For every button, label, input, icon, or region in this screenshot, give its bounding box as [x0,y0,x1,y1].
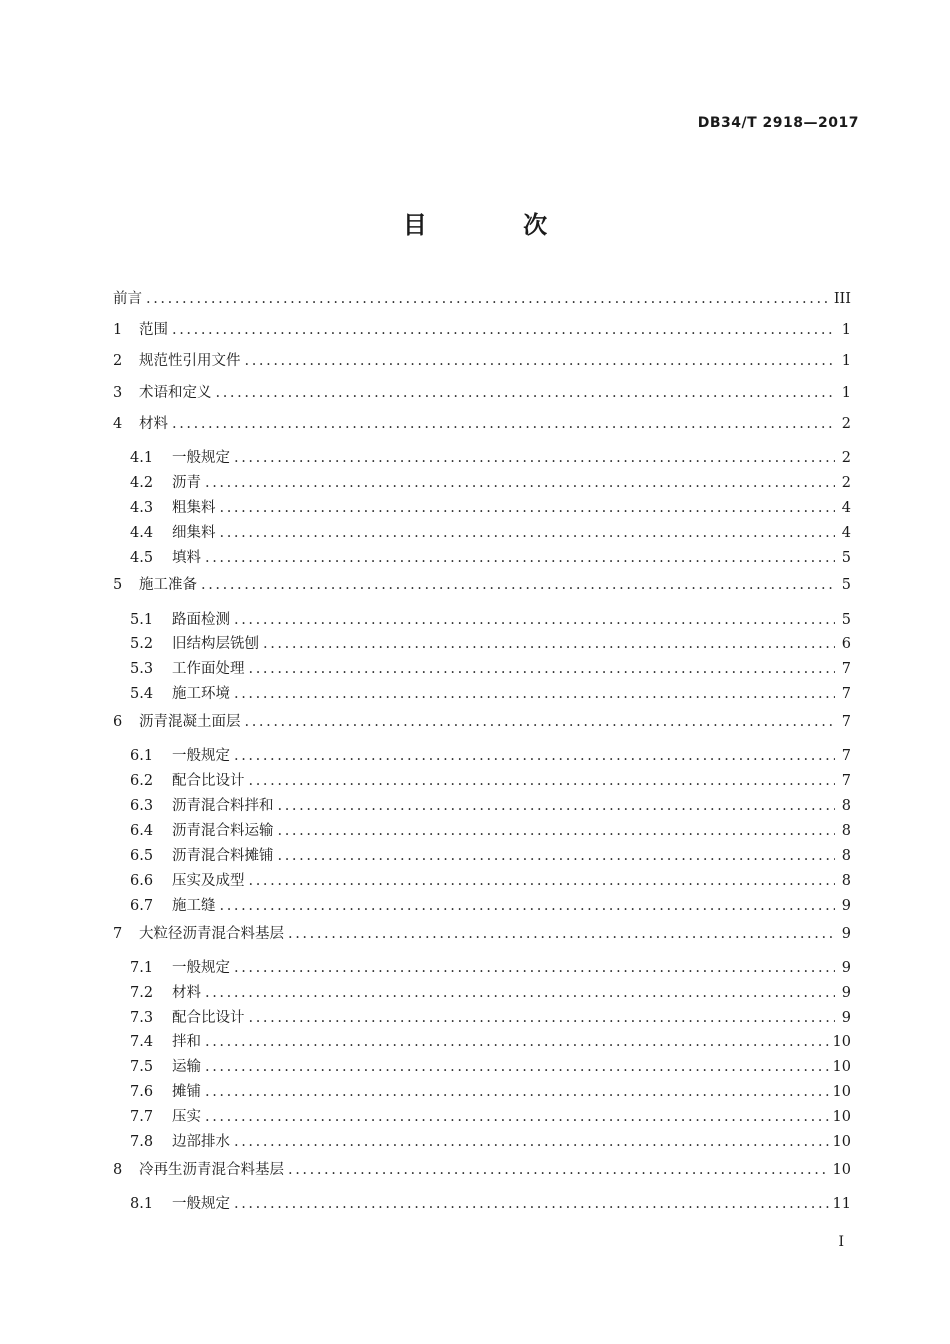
toc-chapter-entry[interactable] [113,284,851,315]
toc-entry-page: 8 [841,823,851,839]
toc-entry-page: III [833,291,851,307]
toc-entry-number: 2 [113,353,123,370]
toc-entry-number: 4.5 [130,549,154,566]
toc-entry-page: 10 [832,1133,851,1150]
toc-entry-label: 大粒径沥青混合料基层 [139,925,284,942]
toc-entry-label: 施工环境 [172,686,230,703]
toc-entry-label: 一般规定 [172,959,230,976]
toc-entry-page: 9 [841,1009,851,1026]
toc-entry-number: 5.4 [130,686,154,703]
toc-entry-label: 一般规定 [172,748,230,765]
toc-entry-number: 5 [113,577,123,594]
toc-entry-number: 7.1 [130,959,154,976]
toc-section-entry[interactable] [113,521,851,546]
toc-section-entry[interactable] [113,496,851,521]
toc-section-entry[interactable] [113,819,851,844]
toc-leader-dots [172,409,835,440]
toc-section-entry[interactable] [113,1030,851,1055]
toc-leader-dots [205,1105,829,1130]
toc-section-entry[interactable] [113,769,851,794]
toc-entry-label: 填料 [172,549,201,566]
toc-entry-page: 5 [841,611,851,628]
toc-chapter-entry[interactable] [113,1155,851,1186]
toc-entry-number: 5.1 [130,611,154,628]
toc-section-entry[interactable] [113,1130,851,1155]
toc-entry-label: 压实 [172,1109,201,1126]
toc-entry-label: 术语和定义 [139,384,212,401]
toc-leader-dots [205,1080,829,1105]
toc-entry-number: 6.5 [130,847,154,864]
toc-entry-label: 材料 [139,415,168,432]
toc-entry-page: 10 [832,1161,851,1178]
toc-entry-number: 5.3 [130,661,154,678]
toc-entry-label: 沥青混凝土面层 [139,714,241,731]
toc-leader-dots [205,471,835,496]
toc-entry-number: 6.2 [130,773,154,790]
toc-leader-dots [278,819,836,844]
toc-entry-number: 5.2 [130,636,154,653]
toc-entry-page: 7 [841,714,851,731]
toc-entry-page: 10 [832,1084,851,1101]
toc-entry-page: 10 [832,1034,851,1051]
toc-section-entry[interactable] [113,744,851,769]
toc-leader-dots [201,570,835,601]
toc-entry-page: 4 [841,524,851,541]
toc-section-entry[interactable] [113,1080,851,1105]
toc-entry-page: 7 [841,686,851,703]
toc-entry-label: 一般规定 [172,449,230,466]
toc-leader-dots [220,496,836,521]
toc-entry-page: 9 [841,897,851,914]
toc-entry-page: 9 [841,984,851,1001]
toc-entry-page: 1 [841,384,851,401]
toc-section-entry[interactable] [113,844,851,869]
toc-leader-dots [288,1155,829,1186]
toc-leader-dots [234,744,835,769]
toc-section-entry[interactable] [113,794,851,819]
toc-leader-dots [146,284,830,315]
toc-entry-label: 范围 [139,322,168,339]
toc-section-entry[interactable] [113,981,851,1006]
toc-section-entry[interactable] [113,471,851,496]
toc-leader-dots [249,769,836,794]
toc-section-entry[interactable] [113,657,851,682]
toc-entry-label: 拌和 [172,1034,201,1051]
toc-entry-label: 沥青混合料摊铺 [172,847,274,864]
toc-entry-page: 10 [832,1059,851,1076]
toc-entry-page: 1 [841,353,851,370]
toc-leader-dots [245,707,836,738]
toc-entry-page: 2 [841,415,851,432]
toc-entry-label: 一般规定 [172,1196,230,1213]
toc-section-entry[interactable] [113,546,851,571]
toc-chapter-entry[interactable] [113,409,851,440]
toc-chapter-entry[interactable] [113,570,851,601]
toc-entry-number: 7.7 [130,1109,154,1126]
toc-leader-dots [278,794,836,819]
toc-entry-page: 8 [841,872,851,889]
toc-leader-dots [234,446,835,471]
toc-entry-label: 路面检测 [172,611,230,628]
toc-section-entry[interactable] [113,1192,851,1217]
toc-entry-label: 细集料 [172,524,216,541]
toc-leader-dots [263,632,835,657]
toc-leader-dots [249,657,836,682]
toc-entry-number: 6.4 [130,823,154,839]
toc-section-entry[interactable] [113,1055,851,1080]
page-title: 目 次 [402,211,592,239]
toc-chapter-entry[interactable] [113,346,851,377]
toc-entry-number: 4.3 [130,499,154,516]
toc-entry-number: 6.3 [130,798,154,815]
toc-leader-dots [205,981,835,1006]
toc-section-entry[interactable] [113,446,851,471]
toc-entry-number: 7.3 [130,1009,154,1026]
toc-entry-number: 7.8 [130,1133,154,1150]
toc-entry-label: 沥青 [172,474,201,491]
standard-code: DB34/T 2918—2017 [697,115,859,131]
toc-entry-label: 压实及成型 [172,872,245,889]
toc-chapter-entry[interactable] [113,378,851,409]
toc-entry-label: 施工缝 [172,897,216,914]
toc-leader-dots [249,869,836,894]
toc-entry-number: 7.4 [130,1034,154,1051]
toc-entry-number: 6 [113,714,123,731]
toc-entry-number: 1 [113,322,123,339]
toc-entry-page: 6 [841,636,851,653]
toc-entry-label: 施工准备 [139,577,197,594]
toc-entry-page: 5 [841,549,851,566]
toc-entry-label: 沥青混合料拌和 [172,798,274,815]
toc-leader-dots [234,608,835,633]
toc-leader-dots [278,844,836,869]
toc-entry-label: 材料 [172,984,201,1001]
toc-entry-number: 6.7 [130,897,154,914]
toc-section-entry[interactable] [113,1006,851,1031]
toc-section-entry[interactable] [113,608,851,633]
toc-entry-number: 7 [113,925,123,942]
toc-leader-dots [234,682,835,707]
toc-entry-number: 4 [113,415,123,432]
toc-entry-number: 7.2 [130,984,154,1001]
toc-entry-number: 7.6 [130,1084,154,1101]
toc-entry-number: 4.1 [130,449,154,466]
toc-leader-dots [205,1030,829,1055]
toc-entry-label: 边部排水 [172,1133,230,1150]
toc-leader-dots [205,546,835,571]
toc-entry-page: 5 [841,577,851,594]
toc-entry-number: 4.2 [130,474,154,491]
toc-entry-page: 4 [841,499,851,516]
toc-entry-label: 配合比设计 [172,773,245,790]
toc-entry-page: 8 [841,798,851,815]
toc-entry-number: 6.6 [130,872,154,889]
toc-entry-page: 7 [841,748,851,765]
toc-section-entry[interactable] [113,682,851,707]
toc-entry-label: 粗集料 [172,499,216,516]
toc-entry-page: 9 [841,925,851,942]
toc-entry-label: 运输 [172,1059,201,1076]
toc-entry-label: 旧结构层铣刨 [172,636,259,653]
toc-entry-label: 前言 [113,291,142,307]
toc-leader-dots [220,894,836,919]
toc-entry-page: 8 [841,847,851,864]
toc-entry-page: 10 [832,1109,851,1126]
toc-chapter-entry[interactable] [113,315,851,346]
toc-leader-dots [216,378,836,409]
toc-entry-label: 冷再生沥青混合料基层 [139,1161,284,1178]
toc-entry-label: 沥青混合料运输 [172,823,274,839]
toc-entry-number: 4.4 [130,524,154,541]
toc-leader-dots [205,1055,829,1080]
toc-section-entry[interactable] [113,894,851,919]
toc-section-entry[interactable] [113,1105,851,1130]
toc-entry-number: 8 [113,1161,123,1178]
toc-entry-number: 7.5 [130,1059,154,1076]
toc-leader-dots [234,956,835,981]
toc-leader-dots [249,1006,836,1031]
toc-entry-label: 规范性引用文件 [139,353,241,370]
toc-leader-dots [234,1130,829,1155]
toc-entry-page: 7 [841,773,851,790]
toc-entry-label: 配合比设计 [172,1009,245,1026]
page-number: I [838,1234,844,1250]
toc-entry-page: 11 [832,1196,851,1213]
toc-entry-page: 7 [841,661,851,678]
toc-chapter-entry[interactable] [113,707,851,738]
toc-leader-dots [234,1192,829,1217]
toc-section-entry[interactable] [113,956,851,981]
table-of-contents [113,284,851,1217]
toc-entry-page: 2 [841,474,851,491]
toc-entry-label: 工作面处理 [172,661,245,678]
toc-entry-page: 2 [841,449,851,466]
toc-section-entry[interactable] [113,869,851,894]
toc-leader-dots [172,315,835,346]
toc-entry-number: 8.1 [130,1196,154,1213]
toc-chapter-entry[interactable] [113,919,851,950]
toc-entry-page: 1 [841,322,851,339]
toc-leader-dots [220,521,836,546]
toc-entry-number: 6.1 [130,748,154,765]
toc-leader-dots [288,919,835,950]
toc-entry-label: 摊铺 [172,1084,201,1101]
toc-entry-page: 9 [841,959,851,976]
toc-section-entry[interactable] [113,632,851,657]
toc-leader-dots [245,346,836,377]
toc-entry-number: 3 [113,384,123,401]
